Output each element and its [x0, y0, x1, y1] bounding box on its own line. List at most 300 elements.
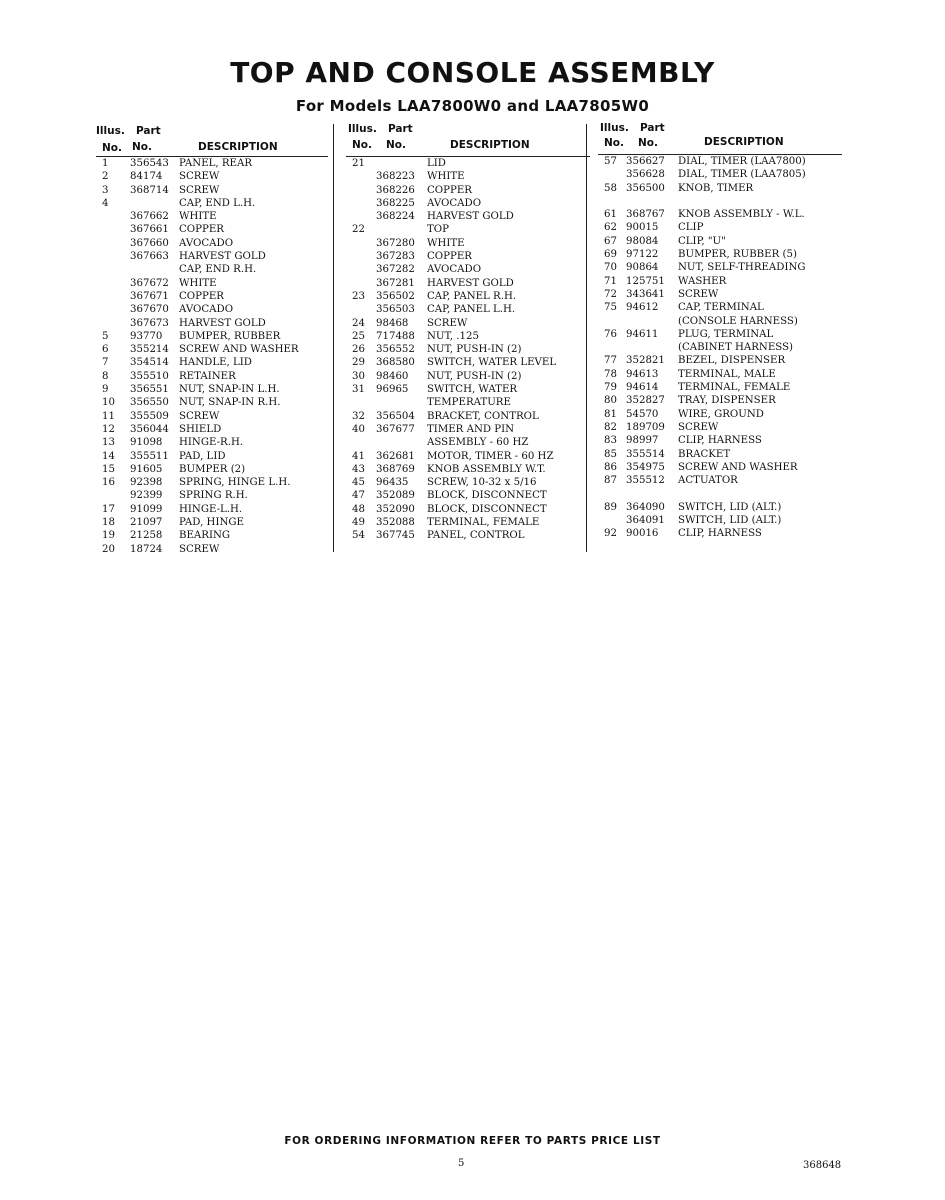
- ordering-note: FOR ORDERING INFORMATION REFER TO PARTS PRICE LIST: [284, 1135, 661, 1147]
- part-number: 356550: [130, 397, 169, 409]
- illus-number: 6: [102, 344, 109, 356]
- table-row: [598, 514, 842, 527]
- part-number: 367661: [130, 224, 169, 236]
- illus-number: 13: [102, 437, 115, 449]
- part-no-label: No.: [386, 139, 406, 151]
- part-number: 367672: [130, 277, 169, 289]
- part-description: BUMPER, RUBBER (5): [678, 249, 797, 261]
- table-row: [96, 170, 328, 183]
- table-row: [346, 184, 590, 197]
- illus-no-label: No.: [604, 137, 624, 149]
- part-description: BLOCK, DISCONNECT: [427, 503, 547, 515]
- part-description: SCREW: [678, 421, 719, 433]
- part-number: 367670: [130, 304, 169, 316]
- illus-number: 80: [604, 395, 617, 407]
- table-row: [598, 301, 842, 314]
- table-row: [598, 248, 842, 261]
- part-description: NUT, SNAP-IN R.H.: [179, 397, 281, 409]
- part-number: 21258: [130, 530, 163, 542]
- table-row: [598, 261, 842, 274]
- table-row: [346, 503, 590, 516]
- part-number: 367281: [376, 277, 415, 289]
- illus-number: 12: [102, 423, 115, 435]
- part-no-label: No.: [638, 137, 658, 149]
- part-description: WHITE: [179, 211, 217, 223]
- part-description: NUT, PUSH-IN (2): [427, 344, 522, 356]
- part-description: KNOB ASSEMBLY - W.L.: [678, 209, 805, 221]
- part-number: 352089: [376, 490, 415, 502]
- table-row: [346, 197, 590, 210]
- column-header: [598, 122, 842, 155]
- part-number: 92398: [130, 477, 163, 489]
- illus-no-label: No.: [102, 142, 122, 154]
- table-row: [96, 237, 328, 250]
- illus-number: 11: [102, 410, 115, 422]
- description-label: DESCRIPTION: [198, 141, 278, 153]
- part-number: 356500: [626, 182, 665, 194]
- part-number: 355509: [130, 410, 169, 422]
- part-description: COPPER: [179, 290, 224, 302]
- illus-number: 87: [604, 475, 617, 487]
- part-description: AVOCADO: [179, 304, 234, 316]
- illus-number: 32: [352, 410, 365, 422]
- part-number: 368224: [376, 211, 415, 223]
- part-number: 94611: [626, 328, 659, 340]
- part-description: MOTOR, TIMER - 60 HZ: [427, 450, 554, 462]
- illus-number: 57: [604, 156, 617, 167]
- part-description: CAP, END L.H.: [179, 197, 256, 209]
- part-description: BEZEL, DISPENSER: [678, 355, 786, 367]
- illus-number: 45: [352, 477, 365, 489]
- illus-number: 8: [102, 370, 109, 382]
- table-row: [346, 423, 590, 436]
- part-description: BUMPER, RUBBER: [179, 330, 281, 342]
- part-number: 367673: [130, 317, 169, 329]
- part-number: 352088: [376, 517, 415, 529]
- part-description: TRAY, DISPENSER: [678, 395, 776, 407]
- table-row: [598, 461, 842, 474]
- part-description: SWITCH, LID (ALT.): [678, 515, 782, 527]
- table-row: [598, 394, 842, 407]
- illus-number: 18: [102, 517, 115, 529]
- table-row: [598, 474, 842, 487]
- part-description: BLOCK, DISCONNECT: [427, 490, 547, 502]
- table-row: [96, 410, 328, 423]
- part-description: PAD, HINGE: [179, 517, 244, 529]
- illus-number: 2: [102, 171, 109, 183]
- part-number: 354514: [130, 357, 169, 369]
- part-description: CAP, PANEL L.H.: [427, 304, 516, 316]
- illus-number: 14: [102, 450, 115, 462]
- part-description: DIAL, TIMER (LAA7800): [678, 156, 806, 167]
- part-number: 96965: [376, 384, 409, 396]
- part-description: TERMINAL, FEMALE: [678, 382, 791, 394]
- part-description: SCREW: [179, 171, 220, 183]
- table-row: [346, 303, 590, 316]
- table-row: [598, 421, 842, 434]
- illus-number: 71: [604, 275, 617, 287]
- table-row: [346, 237, 590, 250]
- part-number: 368714: [130, 184, 169, 196]
- part-number: 356551: [130, 384, 169, 396]
- part-description: SCREW AND WASHER: [179, 344, 299, 356]
- part-description: SCREW: [427, 317, 468, 329]
- part-number: 352821: [626, 355, 665, 367]
- table-row: [346, 383, 590, 396]
- illus-label: Illus.: [96, 125, 125, 137]
- part-description: TEMPERATURE: [427, 397, 511, 409]
- part-number: 355511: [130, 450, 169, 462]
- document-number: 368648: [803, 1160, 842, 1171]
- part-number: 367280: [376, 237, 415, 249]
- table-row: [598, 368, 842, 381]
- part-number: 94614: [626, 382, 659, 394]
- part-description: COPPER: [179, 224, 224, 236]
- part-description: SCREW: [179, 410, 220, 422]
- table-row: [598, 235, 842, 248]
- table-row: [346, 436, 590, 449]
- part-number: 90015: [626, 222, 659, 234]
- part-description: NUT, SELF-THREADING: [678, 262, 806, 274]
- part-number: 368223: [376, 171, 415, 183]
- part-description: HANDLE, LID: [179, 357, 252, 369]
- table-row: [96, 184, 328, 197]
- part-no-label: No.: [132, 141, 152, 153]
- illus-label: Illus.: [348, 123, 377, 135]
- table-row: [96, 210, 328, 223]
- part-number: 367283: [376, 251, 415, 263]
- part-description: PANEL, REAR: [179, 158, 253, 169]
- table-row: [346, 343, 590, 356]
- page-subtitle: For Models LAA7800W0 and LAA7805W0: [295, 97, 650, 115]
- part-description: (CABINET HARNESS): [678, 342, 794, 354]
- part-description: BRACKET, CONTROL: [427, 410, 539, 422]
- part-description: SHIELD: [179, 423, 222, 435]
- illus-number: 1: [102, 158, 109, 169]
- table-row: [96, 356, 328, 369]
- part-description: CAP, PANEL R.H.: [427, 290, 517, 302]
- part-description: BUMPER (2): [179, 463, 246, 475]
- table-row: [598, 155, 842, 168]
- table-row: [96, 303, 328, 316]
- part-number: 97122: [626, 249, 659, 261]
- illus-number: 54: [352, 530, 365, 542]
- part-label: Part: [136, 125, 161, 137]
- part-description: HARVEST GOLD: [427, 277, 514, 289]
- table-row: [598, 341, 842, 354]
- part-number: 98468: [376, 317, 409, 329]
- part-number: 93770: [130, 330, 163, 342]
- table-row: [96, 317, 328, 330]
- table-row: [346, 277, 590, 290]
- part-description: WHITE: [179, 277, 217, 289]
- table-row: [346, 330, 590, 343]
- part-number: 368580: [376, 357, 415, 369]
- table-row: [346, 170, 590, 183]
- illus-number: 31: [352, 384, 365, 396]
- description-label: DESCRIPTION: [704, 136, 784, 148]
- table-row: [96, 436, 328, 449]
- part-number: 355510: [130, 370, 169, 382]
- table-row: [96, 263, 328, 276]
- table-row: [346, 356, 590, 369]
- part-number: 367660: [130, 237, 169, 249]
- table-row: [96, 489, 328, 502]
- table-row: [96, 503, 328, 516]
- part-description: WHITE: [427, 171, 465, 183]
- part-number: 343641: [626, 288, 665, 300]
- part-description: SWITCH, LID (ALT.): [678, 501, 782, 513]
- part-description: WIRE, GROUND: [678, 408, 764, 420]
- part-number: 717488: [376, 330, 415, 342]
- illus-number: 24: [352, 317, 365, 329]
- part-number: 352090: [376, 503, 415, 515]
- table-row: [96, 330, 328, 343]
- part-number: 92399: [130, 490, 163, 502]
- illus-label: Illus.: [600, 122, 629, 134]
- part-number: 355514: [626, 448, 665, 460]
- table-row: [346, 210, 590, 223]
- part-number: 94613: [626, 368, 659, 380]
- part-description: BEARING: [179, 530, 231, 542]
- illus-number: 21: [352, 158, 365, 169]
- part-description: DIAL, TIMER (LAA7805): [678, 169, 806, 181]
- part-description: PAD, LID: [179, 450, 226, 462]
- part-description: KNOB, TIMER: [678, 182, 754, 194]
- illus-number: 9: [102, 384, 109, 396]
- illus-number: 75: [604, 302, 617, 314]
- column-header: [96, 122, 328, 157]
- illus-number: 86: [604, 461, 617, 473]
- part-description: NUT, .125: [427, 330, 479, 342]
- illus-number: 3: [102, 184, 109, 196]
- part-number: 96435: [376, 477, 409, 489]
- illus-number: 40: [352, 423, 365, 435]
- illus-number: 30: [352, 370, 365, 382]
- table-row: [96, 463, 328, 476]
- part-description: TOP: [427, 224, 450, 236]
- illus-number: 76: [604, 328, 617, 340]
- table-row: [346, 223, 590, 236]
- part-description: KNOB ASSEMBLY W.T.: [427, 463, 546, 475]
- part-number: 356503: [376, 304, 415, 316]
- table-row: [598, 315, 842, 328]
- table-row: [96, 277, 328, 290]
- part-number: 356627: [626, 156, 665, 167]
- part-number: 362681: [376, 450, 415, 462]
- table-row: [96, 396, 328, 409]
- table-row: [96, 370, 328, 383]
- part-description: WASHER: [678, 275, 727, 287]
- part-number: 368767: [626, 209, 665, 221]
- illus-number: 92: [604, 528, 617, 540]
- illus-number: 25: [352, 330, 365, 342]
- illus-number: 7: [102, 357, 109, 369]
- illus-number: 81: [604, 408, 617, 420]
- part-description: SWITCH, WATER: [427, 384, 518, 396]
- parts-list: [96, 157, 328, 556]
- part-number: 21097: [130, 517, 163, 529]
- illus-number: 89: [604, 501, 617, 513]
- part-description: SCREW: [678, 288, 719, 300]
- part-number: 355512: [626, 475, 665, 487]
- table-row: [96, 157, 328, 170]
- part-number: 368769: [376, 463, 415, 475]
- page-number: 5: [458, 1158, 465, 1169]
- part-description: LID: [427, 158, 446, 169]
- parts-column-2: [346, 122, 590, 543]
- illus-number: 69: [604, 249, 617, 261]
- illus-number: 19: [102, 530, 115, 542]
- table-row: [346, 489, 590, 502]
- part-description: SPRING R.H.: [179, 490, 248, 502]
- table-row: [346, 476, 590, 489]
- part-description: HARVEST GOLD: [179, 317, 266, 329]
- part-description: AVOCADO: [427, 197, 482, 209]
- illus-number: 5: [102, 330, 109, 342]
- table-row: [96, 423, 328, 436]
- illus-number: 72: [604, 288, 617, 300]
- table-row: [598, 354, 842, 367]
- part-number: 54570: [626, 408, 659, 420]
- table-row: [346, 410, 590, 423]
- part-number: 367671: [130, 290, 169, 302]
- illus-number: 48: [352, 503, 365, 515]
- description-label: DESCRIPTION: [450, 139, 530, 151]
- part-description: PLUG, TERMINAL: [678, 328, 774, 340]
- part-number: 354975: [626, 461, 665, 473]
- part-number: 91098: [130, 437, 163, 449]
- page-title: TOP AND CONSOLE ASSEMBLY: [230, 56, 715, 89]
- part-description: COPPER: [427, 184, 472, 196]
- part-description: (CONSOLE HARNESS): [678, 315, 798, 327]
- illus-number: 85: [604, 448, 617, 460]
- column-divider: [333, 124, 334, 552]
- table-row: [96, 476, 328, 489]
- table-row: [598, 527, 842, 540]
- part-number: 367677: [376, 423, 415, 435]
- part-description: CAP, TERMINAL: [678, 302, 764, 314]
- part-description: ACTUATOR: [678, 475, 738, 487]
- table-row: [96, 223, 328, 236]
- part-number: 91099: [130, 503, 163, 515]
- part-description: SCREW: [179, 543, 220, 555]
- illus-number: 41: [352, 450, 365, 462]
- part-number: 91605: [130, 463, 163, 475]
- part-number: 356543: [130, 158, 169, 169]
- illus-number: 4: [102, 197, 109, 209]
- table-row: [346, 396, 590, 409]
- part-number: 352827: [626, 395, 665, 407]
- column-header: [346, 122, 590, 157]
- part-description: ASSEMBLY - 60 HZ: [427, 437, 529, 449]
- table-row: [346, 516, 590, 529]
- table-row: [598, 182, 842, 195]
- table-row: [96, 343, 328, 356]
- part-number: 94612: [626, 302, 659, 314]
- illus-number: 83: [604, 435, 617, 447]
- table-row: [96, 197, 328, 210]
- part-description: COPPER: [427, 251, 472, 263]
- part-number: 355214: [130, 344, 169, 356]
- part-number: 356044: [130, 423, 169, 435]
- illus-number: 62: [604, 222, 617, 234]
- illus-number: 16: [102, 477, 115, 489]
- parts-list: [598, 155, 842, 541]
- part-description: NUT, SNAP-IN L.H.: [179, 384, 280, 396]
- illus-number: 77: [604, 355, 617, 367]
- table-row: [598, 408, 842, 421]
- part-number: 364090: [626, 501, 665, 513]
- illus-number: 23: [352, 290, 365, 302]
- illus-number: 47: [352, 490, 365, 502]
- table-row: [598, 381, 842, 394]
- table-row: [598, 434, 842, 447]
- part-number: 84174: [130, 171, 163, 183]
- illus-number: 20: [102, 543, 115, 555]
- table-row: [598, 448, 842, 461]
- table-row: [346, 450, 590, 463]
- table-row: [96, 250, 328, 263]
- part-number: 356628: [626, 169, 665, 181]
- part-description: SCREW, 10-32 x 5/16: [427, 477, 537, 489]
- part-number: 367663: [130, 251, 169, 263]
- part-description: AVOCADO: [427, 264, 482, 276]
- table-row: [598, 487, 842, 500]
- part-description: HARVEST GOLD: [179, 251, 266, 263]
- part-number: 90864: [626, 262, 659, 274]
- illus-number: 15: [102, 463, 115, 475]
- table-row: [96, 516, 328, 529]
- table-row: [598, 288, 842, 301]
- part-description: TERMINAL, FEMALE: [427, 517, 540, 529]
- illus-no-label: No.: [352, 139, 372, 151]
- part-description: RETAINER: [179, 370, 236, 382]
- parts-list: [346, 157, 590, 543]
- part-description: SCREW: [179, 184, 220, 196]
- illus-number: 82: [604, 421, 617, 433]
- illus-number: 43: [352, 463, 365, 475]
- part-label: Part: [388, 123, 413, 135]
- table-row: [346, 370, 590, 383]
- parts-column-3: [598, 122, 842, 541]
- table-row: [96, 543, 328, 556]
- part-description: CLIP, HARNESS: [678, 435, 762, 447]
- part-description: HINGE-R.H.: [179, 437, 244, 449]
- part-description: SWITCH, WATER LEVEL: [427, 357, 557, 369]
- part-number: 356502: [376, 290, 415, 302]
- table-row: [346, 463, 590, 476]
- table-row: [598, 328, 842, 341]
- table-row: [598, 275, 842, 288]
- part-number: 90016: [626, 528, 659, 540]
- part-number: 364091: [626, 515, 665, 527]
- illus-number: 61: [604, 209, 617, 221]
- table-row: [346, 290, 590, 303]
- part-description: HINGE-L.H.: [179, 503, 243, 515]
- illus-number: 22: [352, 224, 365, 236]
- table-row: [96, 450, 328, 463]
- part-number: 98997: [626, 435, 659, 447]
- part-description: PANEL, CONTROL: [427, 530, 525, 542]
- parts-column-1: [96, 122, 328, 556]
- table-row: [346, 263, 590, 276]
- part-description: NUT, PUSH-IN (2): [427, 370, 522, 382]
- illus-number: 79: [604, 382, 617, 394]
- illus-number: 70: [604, 262, 617, 274]
- part-description: CLIP, HARNESS: [678, 528, 762, 540]
- part-number: 367282: [376, 264, 415, 276]
